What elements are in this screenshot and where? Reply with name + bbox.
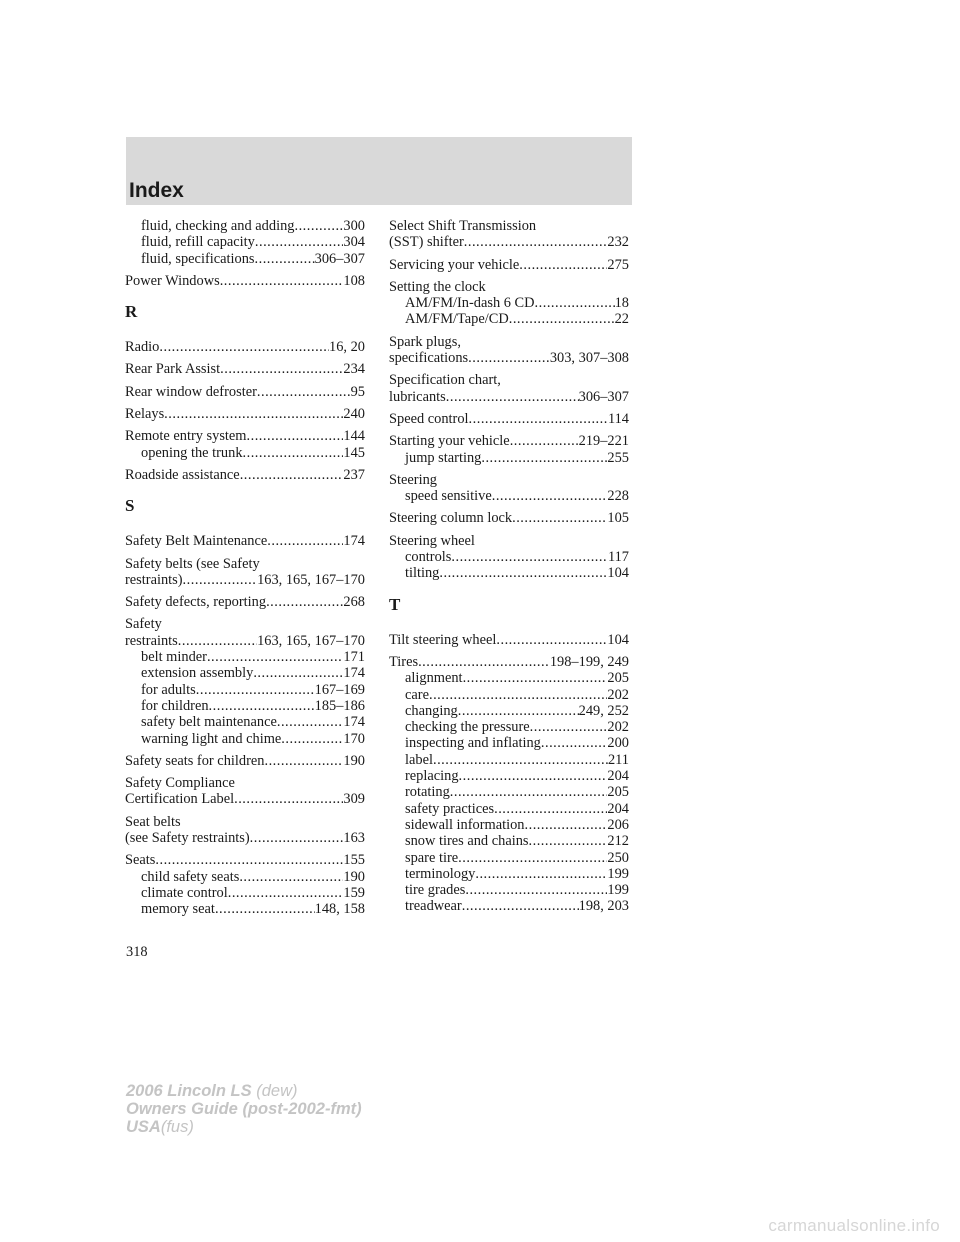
index-entry	[125, 234, 365, 250]
index-page-ref: 249, 252	[578, 702, 629, 719]
index-entry	[389, 752, 629, 768]
index-page-ref: 18	[614, 295, 629, 312]
index-page-ref: 206	[607, 816, 629, 833]
index-page-ref: 250	[607, 849, 629, 866]
index-page-ref: 159	[343, 884, 365, 901]
index-term: climate control	[141, 884, 228, 901]
dot-leader	[529, 833, 608, 849]
index-term: warning light and chime	[141, 730, 282, 747]
index-column-left	[125, 218, 365, 918]
dot-leader	[243, 445, 344, 461]
dot-leader	[253, 665, 343, 681]
footer-model-code: (dew)	[256, 1082, 298, 1100]
index-entry	[125, 384, 365, 400]
dot-leader	[266, 594, 343, 610]
index-term: Radio	[125, 339, 160, 356]
index-term: snow tires and chains	[405, 833, 529, 850]
index-page-ref: 155	[343, 852, 365, 869]
index-entry	[125, 649, 365, 665]
index-term: fluid, refill capacity	[141, 234, 255, 251]
index-entry	[125, 885, 365, 901]
dot-leader	[481, 450, 607, 466]
index-page-ref: 163, 165, 167–170	[257, 571, 365, 588]
index-page-ref: 16, 20	[329, 339, 365, 356]
index-term: Speed control	[389, 410, 469, 427]
index-page-ref: 200	[607, 735, 629, 752]
index-term: Safety	[125, 616, 162, 633]
index-page-ref: 300	[343, 218, 365, 234]
index-page-ref: 174	[343, 665, 365, 682]
index-term: Safety belts (see Safety	[125, 555, 260, 572]
index-term: spare tire	[405, 849, 459, 866]
index-entry	[125, 273, 365, 289]
index-term: for adults	[141, 681, 196, 698]
index-entry	[125, 901, 365, 917]
index-entry-text	[389, 372, 629, 388]
dot-leader	[519, 257, 607, 273]
index-entry	[125, 445, 365, 461]
index-term: Relays	[125, 406, 165, 423]
index-term: Safety defects, reporting	[125, 594, 267, 611]
index-entry	[125, 731, 365, 747]
index-entry	[125, 218, 365, 234]
index-page-ref: 303, 307–308	[549, 350, 629, 367]
index-term: Remote entry system	[125, 428, 247, 445]
index-entry	[389, 632, 629, 648]
index-entry	[125, 791, 365, 807]
dot-leader	[220, 361, 343, 377]
index-term: restraints)	[125, 571, 183, 588]
index-term: extension assembly	[141, 665, 254, 682]
index-entry	[389, 654, 629, 670]
index-entry-text	[125, 814, 365, 830]
index-section-letter: T	[389, 594, 401, 614]
index-entry	[125, 428, 365, 444]
index-term: rotating	[405, 784, 450, 801]
index-entry	[389, 850, 629, 866]
dot-leader	[530, 719, 608, 735]
index-page-ref: 237	[343, 466, 365, 483]
footer-market: USA	[126, 1118, 161, 1136]
dot-leader	[458, 850, 607, 866]
index-entry	[389, 488, 629, 504]
index-page-ref: 232	[607, 234, 629, 251]
index-entry	[389, 257, 629, 273]
index-entry-text	[389, 472, 629, 488]
dot-leader	[250, 830, 344, 846]
dot-leader	[535, 295, 615, 311]
index-term: controls	[405, 549, 452, 566]
index-page-ref: 306–307	[578, 388, 629, 405]
index-entry-text	[125, 616, 365, 632]
dot-leader	[469, 411, 608, 427]
index-term: label	[405, 751, 433, 768]
index-term: Seats	[125, 852, 156, 869]
dot-leader	[240, 467, 344, 483]
index-page-ref: 240	[343, 406, 365, 423]
index-page-ref: 198–199, 249	[549, 653, 629, 670]
dot-leader	[494, 801, 607, 817]
index-term: specifications	[389, 350, 469, 367]
dot-leader	[496, 632, 607, 648]
index-page-ref: 205	[607, 670, 629, 687]
index-entry	[125, 830, 365, 846]
index-term: inspecting and inflating	[405, 735, 541, 752]
index-entry	[389, 295, 629, 311]
dot-leader	[277, 714, 344, 730]
index-page-ref: 22	[614, 311, 629, 328]
index-entry	[389, 433, 629, 449]
index-entry	[125, 682, 365, 698]
watermark-text: carmanualsonline.info	[768, 1216, 940, 1235]
index-entry	[389, 389, 629, 405]
dot-leader	[459, 768, 608, 784]
index-term: terminology	[405, 865, 476, 882]
index-term: alignment	[405, 670, 463, 687]
index-entry	[125, 753, 365, 769]
index-entry	[125, 869, 365, 885]
index-term: memory seat	[141, 901, 215, 918]
dot-leader	[464, 234, 608, 250]
index-page-ref: 145	[343, 444, 365, 461]
dot-leader	[512, 510, 607, 526]
index-term: fluid, specifications	[141, 250, 255, 267]
index-page-ref: 255	[607, 449, 629, 466]
dot-leader	[510, 433, 579, 449]
dot-leader	[429, 687, 607, 703]
index-entry-text	[125, 775, 365, 791]
dot-leader	[220, 273, 344, 289]
dot-leader	[196, 682, 315, 698]
index-entry	[125, 852, 365, 868]
index-entry	[125, 406, 365, 422]
dot-leader	[239, 869, 343, 885]
dot-leader	[525, 817, 608, 833]
dot-leader	[294, 218, 343, 234]
dot-leader	[418, 654, 550, 670]
index-section-letter: S	[125, 496, 135, 516]
index-term: Tilt steering wheel	[389, 631, 497, 648]
dot-leader	[267, 533, 343, 549]
dot-leader	[257, 384, 351, 400]
index-term: Starting your vehicle	[389, 433, 510, 450]
index-term: checking the pressure	[405, 719, 530, 736]
index-page-ref: 170	[343, 730, 365, 747]
index-section-letter: R	[125, 302, 138, 322]
index-entry	[389, 670, 629, 686]
index-page-ref: 190	[343, 752, 365, 769]
index-page-ref: 104	[607, 565, 629, 582]
dot-leader	[159, 339, 329, 355]
index-term: changing	[405, 702, 458, 719]
dot-leader	[450, 784, 608, 800]
index-term: Certification Label	[125, 791, 235, 808]
index-entry	[389, 817, 629, 833]
index-column-right	[389, 218, 629, 915]
index-entry	[389, 549, 629, 565]
index-entry	[389, 882, 629, 898]
index-page-ref: 167–169	[314, 681, 365, 698]
page-title: Index	[129, 179, 184, 202]
index-term: Roadside assistance	[125, 466, 240, 483]
index-page-ref: 163, 165, 167–170	[257, 632, 365, 649]
dot-leader	[475, 866, 607, 882]
index-page-ref: 275	[607, 256, 629, 273]
index-page-ref: 199	[607, 865, 629, 882]
index-entry	[125, 339, 365, 355]
dot-leader	[451, 549, 608, 565]
index-entry	[389, 687, 629, 703]
dot-leader	[465, 882, 607, 898]
dot-leader	[509, 311, 615, 327]
dot-leader	[458, 703, 579, 719]
dot-leader	[281, 731, 343, 747]
index-page-ref: 211	[607, 751, 629, 768]
index-entry	[389, 703, 629, 719]
dot-leader	[541, 735, 608, 751]
index-entry	[125, 251, 365, 267]
footer-guide: Owners Guide (post-2002-fmt)	[126, 1100, 362, 1118]
document-footer	[126, 1082, 362, 1136]
index-entry	[389, 450, 629, 466]
footer-market-code: (fus)	[160, 1118, 194, 1136]
dot-leader	[178, 633, 257, 649]
index-entry-text	[389, 334, 629, 350]
dot-leader	[155, 852, 343, 868]
index-page-ref: 171	[343, 649, 365, 666]
dot-leader	[234, 791, 343, 807]
index-entry	[389, 311, 629, 327]
index-page-ref: 212	[607, 833, 629, 850]
index-entry	[125, 572, 365, 588]
index-page-ref: 105	[607, 510, 629, 527]
index-term: Safety Compliance	[125, 775, 235, 792]
index-entry	[389, 898, 629, 914]
index-page-ref: 185–186	[314, 697, 365, 714]
index-term: Safety Belt Maintenance	[125, 533, 268, 550]
index-page-ref: 204	[607, 768, 629, 785]
header-band	[126, 137, 632, 205]
index-term: (see Safety restraints)	[125, 830, 250, 847]
index-page-ref: 234	[343, 361, 365, 378]
dot-leader	[439, 565, 607, 581]
index-page-ref: 198, 203	[578, 898, 629, 915]
index-term: fluid, checking and adding	[141, 218, 295, 234]
index-page-ref: 268	[343, 594, 365, 611]
dot-leader	[255, 234, 344, 250]
index-entry	[389, 833, 629, 849]
index-page-ref: 204	[607, 800, 629, 817]
index-term: Servicing your vehicle	[389, 256, 520, 273]
index-term: care	[405, 686, 429, 703]
index-entry	[389, 719, 629, 735]
dot-leader	[264, 753, 343, 769]
index-page-ref: 205	[607, 784, 629, 801]
index-page-ref: 148, 158	[314, 901, 365, 918]
index-page-ref: 304	[343, 234, 365, 251]
index-term: safety practices	[405, 800, 495, 817]
index-page-ref: 202	[607, 686, 629, 703]
index-entry	[389, 411, 629, 427]
index-page-ref: 174	[343, 533, 365, 550]
index-term: speed sensitive	[405, 488, 492, 505]
index-term: lubricants	[389, 388, 446, 405]
dot-leader	[228, 885, 344, 901]
index-page-ref: 219–221	[578, 433, 629, 450]
index-term: replacing	[405, 768, 459, 785]
index-term: Tires	[389, 653, 419, 670]
index-entry	[389, 784, 629, 800]
index-entry	[389, 234, 629, 250]
index-entry-text	[125, 556, 365, 572]
index-entry	[125, 361, 365, 377]
index-page-ref: 306–307	[314, 250, 365, 267]
index-entry	[125, 467, 365, 483]
index-term: Spark plugs,	[389, 333, 461, 350]
index-term: child safety seats	[141, 868, 240, 885]
index-term: safety belt maintenance	[141, 714, 277, 731]
index-entry	[389, 801, 629, 817]
index-term: AM/FM/Tape/CD	[405, 311, 509, 328]
index-page-ref: 228	[607, 488, 629, 505]
index-term: (SST) shifter	[389, 234, 464, 251]
index-entry	[389, 735, 629, 751]
index-entry	[125, 633, 365, 649]
index-entry-text	[389, 533, 629, 549]
index-entry	[389, 866, 629, 882]
dot-leader	[164, 406, 343, 422]
footer-model: 2006 Lincoln LS	[126, 1082, 252, 1100]
index-page-ref: 202	[607, 719, 629, 736]
index-page-ref: 144	[343, 428, 365, 445]
dot-leader	[468, 350, 550, 366]
index-entry	[125, 714, 365, 730]
dot-leader	[462, 898, 579, 914]
index-page-ref: 174	[343, 714, 365, 731]
dot-leader	[463, 670, 608, 686]
index-term: Seat belts	[125, 813, 181, 830]
index-term: Steering	[389, 471, 437, 488]
index-term: Power Windows	[125, 272, 220, 289]
dot-leader	[255, 251, 315, 267]
index-term: tilting	[405, 565, 440, 582]
dot-leader	[215, 901, 315, 917]
dot-leader	[247, 428, 344, 444]
index-term: treadwear	[405, 898, 462, 915]
dot-leader	[207, 649, 343, 665]
index-entry	[125, 533, 365, 549]
index-entry	[389, 565, 629, 581]
index-entry	[389, 350, 629, 366]
index-term: opening the trunk	[141, 444, 243, 461]
index-term: Steering wheel	[389, 532, 475, 549]
index-term: Safety seats for children	[125, 752, 265, 769]
index-entry	[125, 594, 365, 610]
index-term: restraints	[125, 632, 178, 649]
index-term: tire grades	[405, 882, 466, 899]
dot-leader	[446, 389, 579, 405]
index-page-ref: 95	[350, 383, 365, 400]
index-page-ref: 163	[343, 830, 365, 847]
index-term: belt minder	[141, 649, 207, 666]
index-entry	[389, 768, 629, 784]
index-term: sidewall information	[405, 816, 525, 833]
dot-leader	[492, 488, 608, 504]
index-page-ref: 117	[607, 549, 629, 566]
index-term: Select Shift Transmission	[389, 218, 537, 234]
index-entry	[125, 698, 365, 714]
dot-leader	[183, 572, 258, 588]
index-entry	[389, 510, 629, 526]
dot-leader	[433, 752, 608, 768]
index-entry-text	[389, 279, 629, 295]
index-term: Specification chart,	[389, 372, 501, 389]
index-term: AM/FM/In-dash 6 CD	[405, 295, 535, 312]
index-page-ref: 104	[607, 631, 629, 648]
index-term: jump starting	[405, 449, 482, 466]
index-page-ref: 190	[343, 868, 365, 885]
index-term: Setting the clock	[389, 278, 486, 295]
index-page-ref: 114	[607, 410, 629, 427]
dot-leader	[209, 698, 315, 714]
index-page-ref: 108	[343, 272, 365, 289]
index-entry	[125, 665, 365, 681]
index-entry-text	[389, 218, 629, 234]
index-term: for children	[141, 697, 209, 714]
index-term: Rear window defroster	[125, 383, 257, 400]
index-term: Steering column lock	[389, 510, 513, 527]
page-number: 318	[126, 944, 148, 960]
index-page-ref: 309	[343, 791, 365, 808]
index-page-ref: 199	[607, 882, 629, 899]
index-term: Rear Park Assist	[125, 361, 221, 378]
